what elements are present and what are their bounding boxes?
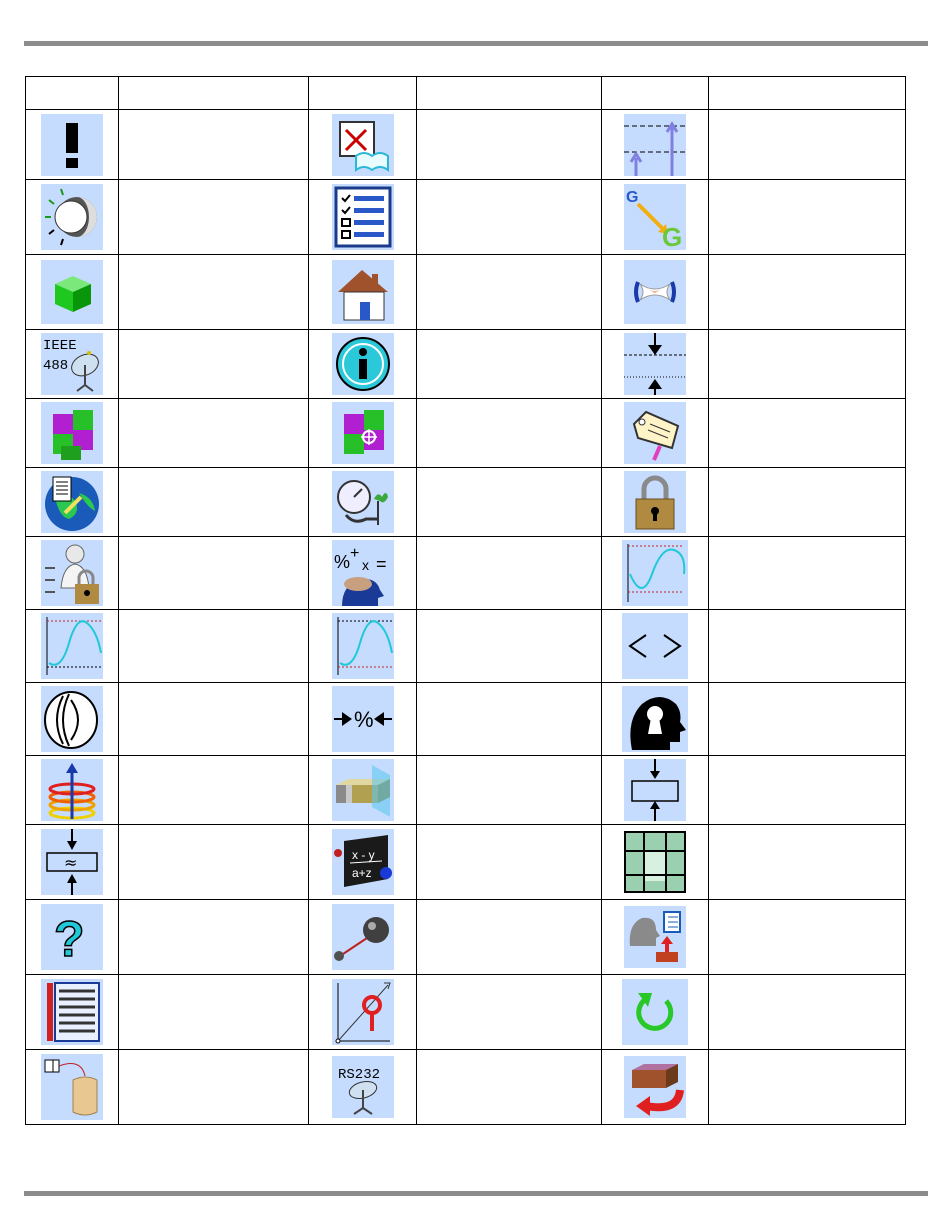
label-cell xyxy=(417,110,602,180)
table-row xyxy=(26,180,906,255)
label-cell xyxy=(709,1050,906,1125)
table-header-row xyxy=(26,77,906,110)
label-cell xyxy=(709,330,906,399)
label-cell xyxy=(417,1050,602,1125)
label-cell xyxy=(119,975,309,1050)
svg-text:+: + xyxy=(349,545,359,562)
icon-cell xyxy=(602,825,709,900)
footer-rule xyxy=(24,1191,928,1196)
icon-cell xyxy=(309,255,417,330)
label-cell xyxy=(119,180,309,255)
icon-cell xyxy=(309,825,417,900)
cube-cluster-icon xyxy=(41,402,103,464)
label-cell xyxy=(709,468,906,537)
icon-cell xyxy=(26,825,119,900)
icon-cell xyxy=(309,399,417,468)
icon-cell xyxy=(26,399,119,468)
sine-wave-high-icon xyxy=(332,613,394,679)
svg-text:?: ? xyxy=(54,911,85,967)
question-icon xyxy=(41,904,103,970)
coil-stack-icon xyxy=(41,759,103,821)
label-cell xyxy=(417,610,602,683)
icon-cell xyxy=(602,110,709,180)
table-row xyxy=(26,468,906,537)
math-head-icon xyxy=(332,540,394,606)
angle-brackets-icon xyxy=(622,613,688,679)
column-header xyxy=(309,77,417,110)
icon-cell xyxy=(26,1050,119,1125)
checkbox-manual-icon xyxy=(332,114,394,176)
icon-cell xyxy=(602,610,709,683)
icon-cell xyxy=(26,110,119,180)
label-cell xyxy=(119,399,309,468)
panel-grid-icon xyxy=(41,979,103,1045)
sine-wave-low-icon xyxy=(41,613,103,679)
icon-cell xyxy=(309,683,417,756)
sine-wave-icon xyxy=(622,540,688,606)
icon-cell xyxy=(602,399,709,468)
green-cube-icon xyxy=(41,260,103,324)
label-cell xyxy=(709,180,906,255)
lens-loop-icon xyxy=(41,686,103,752)
ieee-488-antenna-icon xyxy=(41,333,103,395)
tank-gauge-icon xyxy=(41,1054,103,1120)
inward-limit-arrows-icon xyxy=(624,333,686,395)
globe-document-icon xyxy=(41,471,103,533)
svg-text:=: = xyxy=(375,554,387,574)
icon-cell xyxy=(602,1050,709,1125)
svg-text:x: x xyxy=(361,557,369,573)
table-row xyxy=(26,537,906,610)
gauge-plant-icon xyxy=(332,471,394,533)
header-rule xyxy=(24,41,928,46)
column-header xyxy=(709,77,906,110)
label-cell xyxy=(709,110,906,180)
icon-table xyxy=(25,76,906,1125)
table-row xyxy=(26,1050,906,1125)
tag-label-icon xyxy=(624,402,686,464)
icon-cell xyxy=(309,610,417,683)
table-row xyxy=(26,399,906,468)
label-cell xyxy=(417,330,602,399)
dial-knob-icon xyxy=(41,184,103,250)
icon-cell xyxy=(602,537,709,610)
icon-cell xyxy=(26,975,119,1050)
icon-cell xyxy=(602,683,709,756)
rs232-antenna-icon xyxy=(332,1056,394,1118)
label-cell xyxy=(119,900,309,975)
label-cell xyxy=(119,255,309,330)
label-cell xyxy=(709,825,906,900)
icon-cell xyxy=(26,330,119,399)
svg-text:RS232: RS232 xyxy=(337,1067,380,1083)
icon-cell xyxy=(602,756,709,825)
padlock-icon xyxy=(624,471,686,533)
table-row xyxy=(26,255,906,330)
approx-compress-icon xyxy=(41,829,103,895)
percent-squeeze-icon xyxy=(332,686,394,752)
label-cell xyxy=(119,825,309,900)
svg-text:G: G xyxy=(626,189,639,206)
molecule-icon xyxy=(332,904,394,970)
svg-text:IEEE: IEEE xyxy=(43,338,77,354)
icon-cell xyxy=(26,468,119,537)
box-return-icon xyxy=(624,1056,686,1118)
icon-cell xyxy=(26,180,119,255)
label-cell xyxy=(417,180,602,255)
svg-text:x - y: x - y xyxy=(351,848,375,862)
icon-cell xyxy=(602,255,709,330)
label-cell xyxy=(119,468,309,537)
label-cell xyxy=(417,756,602,825)
svg-text:%: % xyxy=(333,552,350,572)
info-icon xyxy=(332,333,394,395)
icon-cell xyxy=(309,110,417,180)
label-cell xyxy=(119,683,309,756)
icon-cell xyxy=(602,330,709,399)
formula-board-icon xyxy=(332,829,394,895)
icon-cell xyxy=(309,330,417,399)
icon-cell xyxy=(309,537,417,610)
icon-cell xyxy=(309,180,417,255)
column-header xyxy=(602,77,709,110)
exclamation-icon xyxy=(41,114,103,176)
label-cell xyxy=(417,683,602,756)
svg-text:%: % xyxy=(353,707,374,732)
svg-text:a+z: a+z xyxy=(351,866,372,880)
label-cell xyxy=(417,825,602,900)
label-cell xyxy=(709,900,906,975)
label-cell xyxy=(417,399,602,468)
label-cell xyxy=(417,975,602,1050)
table-row xyxy=(26,756,906,825)
label-cell xyxy=(417,900,602,975)
label-cell xyxy=(119,1050,309,1125)
user-upload-icon xyxy=(624,906,686,968)
label-cell xyxy=(709,610,906,683)
label-cell xyxy=(709,756,906,825)
checklist-icon xyxy=(332,184,394,250)
svg-text:488: 488 xyxy=(43,358,69,374)
column-header xyxy=(417,77,602,110)
layer-plate-icon xyxy=(332,759,394,821)
icon-cell xyxy=(309,1050,417,1125)
icon-cell xyxy=(26,255,119,330)
hourglass-icon xyxy=(624,260,686,324)
icon-cell xyxy=(602,468,709,537)
icon-cell xyxy=(602,900,709,975)
svg-text:G: G xyxy=(662,222,683,250)
refresh-icon xyxy=(622,979,688,1045)
icon-cell xyxy=(26,683,119,756)
keyhole-head-icon xyxy=(622,686,688,752)
grid-chip-icon xyxy=(624,831,686,893)
cube-cluster-target-icon xyxy=(332,402,394,464)
table-row xyxy=(26,110,906,180)
label-cell xyxy=(709,683,906,756)
label-cell xyxy=(709,255,906,330)
table-row xyxy=(26,975,906,1050)
label-cell xyxy=(119,110,309,180)
label-cell xyxy=(119,330,309,399)
label-cell xyxy=(417,468,602,537)
label-cell xyxy=(119,756,309,825)
icon-cell xyxy=(26,756,119,825)
icon-cell xyxy=(26,900,119,975)
table-row xyxy=(26,825,906,900)
icon-cell xyxy=(309,975,417,1050)
column-header xyxy=(119,77,309,110)
label-cell xyxy=(709,399,906,468)
svg-text:≈: ≈ xyxy=(64,853,78,872)
magnifier-ramp-icon xyxy=(332,979,394,1045)
upper-limit-arrows-icon xyxy=(624,114,686,176)
icon-cell xyxy=(309,468,417,537)
table-row xyxy=(26,610,906,683)
label-cell xyxy=(417,537,602,610)
icon-cell xyxy=(602,180,709,255)
label-cell xyxy=(417,255,602,330)
user-lock-icon xyxy=(41,540,103,606)
label-cell xyxy=(709,975,906,1050)
label-cell xyxy=(119,610,309,683)
g-to-g-icon xyxy=(624,184,686,250)
icon-cell xyxy=(309,756,417,825)
label-cell xyxy=(709,537,906,610)
icon-cell xyxy=(26,610,119,683)
icon-cell xyxy=(602,975,709,1050)
table-row xyxy=(26,683,906,756)
label-cell xyxy=(119,537,309,610)
column-header xyxy=(26,77,119,110)
table-row xyxy=(26,330,906,399)
icon-cell xyxy=(309,900,417,975)
home-icon xyxy=(332,260,394,324)
compress-box-icon xyxy=(624,759,686,821)
table-row xyxy=(26,900,906,975)
icon-cell xyxy=(26,537,119,610)
